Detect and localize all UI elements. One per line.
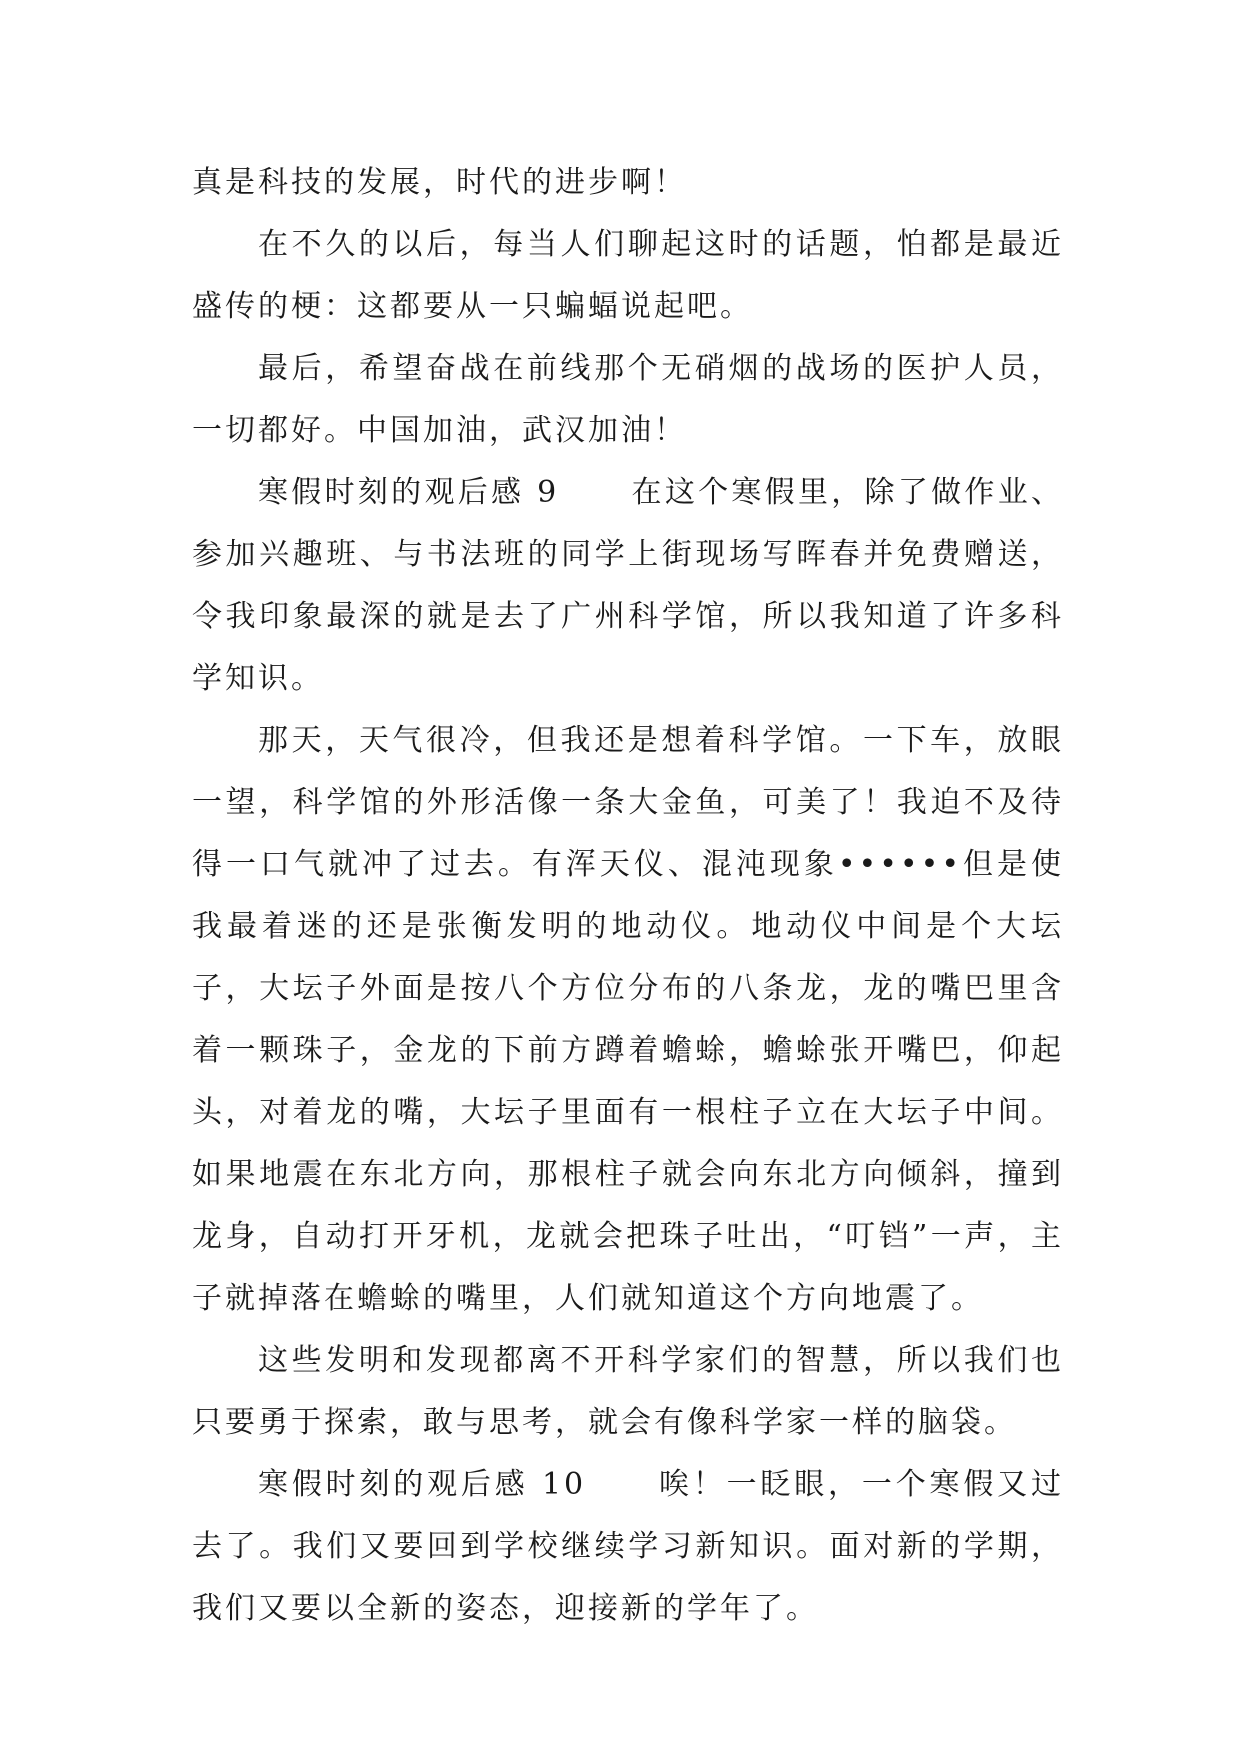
- paragraph-text: 最后，希望奋战在前线那个无硝烟的战场的医护人员，一切都好。中国加油，武汉加油！: [192, 351, 1064, 448]
- paragraph-text: 唉！一眨眼，一个寒假又过去了。我们又要回到学校继续学习新知识。面对新的学期，我们又要以全新的姿态，迎接新的学年了。: [192, 1467, 1064, 1626]
- paragraph-3: [192, 338, 1064, 462]
- section-heading: 寒假时刻的观后感 10: [258, 1467, 587, 1502]
- document-body: [192, 152, 1064, 1640]
- paragraph-4: [192, 462, 1064, 710]
- paragraph-text: 这些发明和发现都离不开科学家们的智慧，所以我们也只要勇于探索，敢与思考，就会有像科学家一样的脑袋。: [192, 1343, 1064, 1440]
- paragraph-2: [192, 214, 1064, 338]
- paragraph-text: 在这个寒假里，除了做作业、参加兴趣班、与书法班的同学上街现场写晖春并免费赠送，令我印象最深的就是去了广州科学馆，所以我知道了许多科学知识。: [192, 475, 1065, 696]
- paragraph-5: [192, 710, 1064, 1330]
- paragraph-text: 在不久的以后，每当人们聊起这时的话题，怕都是最近盛传的梗：这都要从一只蝙蝠说起吧。: [192, 227, 1064, 324]
- paragraph-1: [192, 152, 1064, 214]
- section-heading: 寒假时刻的观后感 9: [258, 475, 560, 510]
- paragraph-text: 真是科技的发展，时代的进步啊！: [192, 165, 687, 200]
- paragraph-7: [192, 1454, 1064, 1640]
- paragraph-text: 那天，天气很冷，但我还是想着科学馆。一下车，放眼一望，科学馆的外形活像一条大金鱼，可美了！我迫不及待得一口气就冲了过去。有浑天仪、混沌现象••••••但是使我最着迷的还是张衡发明的地动仪。地动仪中间是个大坛子，大坛子外面是按八个方位分布的八条龙，龙的嘴巴里含着一颗珠子，金龙的下前方蹲着蟾蜍，蟾蜍张开嘴巴，仰起头，对着龙的嘴，大坛子里面有一根柱子立在大坛子中间。如果地震在东北方向，那根柱子就会向东北方向倾斜，撞到龙身，自动打开牙机，龙就会把珠子吐出，“叮铛”一声，主子就掉落在蟾蜍的嘴里，人们就知道这个方向地震了。: [192, 723, 1064, 1316]
- paragraph-6: [192, 1330, 1064, 1454]
